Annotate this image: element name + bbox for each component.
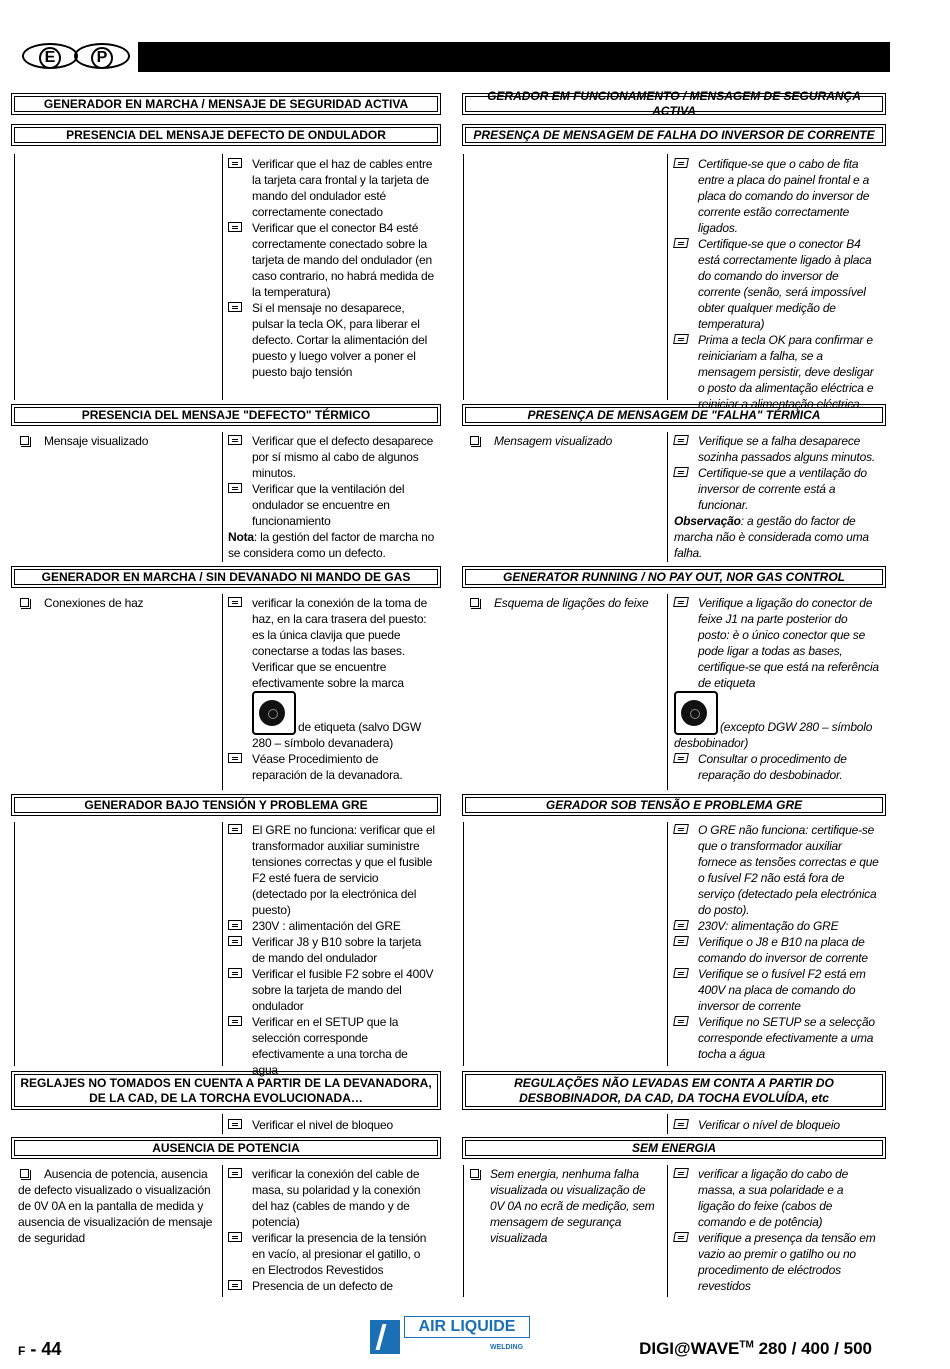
checkbox-icon: [470, 598, 479, 607]
check-icon: [228, 222, 242, 232]
list-item: verificar la presencia de la tensión en vacío, al presionar el gatillo, o en Electrodos Revestidos: [228, 1230, 436, 1278]
pt-s2-checks: [674, 156, 882, 412]
check-icon: [228, 158, 242, 168]
divider: [667, 1114, 668, 1134]
divider: [14, 822, 15, 1066]
list-item: 230V : alimentación del GRE: [228, 918, 436, 934]
list-item: Verificar el fusible F2 sobre el 400V sobre la tarjeta de mando del ondulador: [228, 966, 436, 1014]
check-icon: [228, 1280, 242, 1290]
divider: [667, 822, 668, 1066]
check-icon: [228, 435, 242, 445]
check-icon: [673, 936, 689, 946]
checkbox-icon: [470, 436, 479, 445]
pt-section-header-1: GERADOR EM FUNCIONAMENTO / MENSAGEM DE SEGURANÇA ACTIVA: [462, 93, 886, 115]
pt-s6-checks: [674, 1117, 882, 1133]
es-section-header-3: PRESENCIA DEL MENSAJE "DEFECTO" TÉRMICO: [11, 404, 441, 426]
check-icon: [228, 968, 242, 978]
pt-s5-checks: [674, 822, 882, 1062]
list-item: Verificar o nível de bloqueio: [674, 1117, 882, 1133]
list-item: Verifique se a falha desaparece sozinha passados alguns minutos.: [674, 433, 882, 465]
es-s7-left: [18, 1166, 216, 1246]
check-icon: [228, 597, 242, 607]
divider: [463, 154, 464, 400]
check-icon: [673, 1016, 689, 1026]
list-item: verificar a ligação do cabo de massa, a sua polaridade e a ligação do feixe (cabos de comando e de potência): [674, 1166, 882, 1230]
list-item: Prima a tecla OK para confirmar e reiniciariam a falha, se a mensagem persistir, deve desligar o posto da alimentação eléctrica e reiniciar a alimentação eléctrica.: [674, 332, 882, 412]
list-item: Verifique se o fusível F2 está em 400V na placa de comando do inversor de corrente: [674, 966, 882, 1014]
check-icon: [673, 597, 689, 607]
es-s7-checks: [228, 1166, 436, 1294]
check-icon: [673, 1119, 689, 1129]
pt-section-header-3: PRESENÇA DE MENSAGEM DE "FALHA" TÉRMICA: [462, 404, 886, 426]
check-icon: [673, 968, 689, 978]
note: Observação: a gestão do factor de marcha não è considerada como uma falha.: [674, 514, 869, 560]
divider: [222, 822, 223, 1066]
list-item: Verificar que la ventilación del ondulador se encuentre en funcionamiento: [228, 481, 436, 529]
check-icon: [228, 1168, 242, 1178]
list-item: Consultar o procedimento de reparação do desbobinador.: [674, 751, 882, 783]
check-icon: [673, 1232, 689, 1242]
list-item: verifique a presença da tensão em vazio ao premir o gatilho ou no procedimento de eléctrodos revestidos: [674, 1230, 882, 1294]
divider: [14, 154, 15, 400]
list-item: Véase Procedimiento de reparación de la devanadora.: [228, 751, 436, 783]
check-icon: [228, 1119, 242, 1129]
divider: [463, 1165, 464, 1297]
header-bar: [138, 42, 890, 72]
pt-section-header-7: SEM ENERGIA: [462, 1137, 886, 1159]
check-icon: [673, 334, 689, 344]
page-number: F - 44: [18, 1339, 62, 1359]
list-item: 230V: alimentação do GRE: [674, 918, 882, 934]
list-item: Certifique-se que o conector B4 está correctamente ligado à placa do comando do inversor de corrente (senão, será impossível obter qualquer medição de temperatura): [674, 236, 882, 332]
list-item: Verifique a ligação do conector de feixe J1 na parte posterior do posto: è o único conector que se pode ligar a todas as bases, certifique-se que está na referência de etiqueta: [674, 595, 882, 691]
es-section-header-4: GENERADOR EN MARCHA / SIN DEVANADO NI MANDO DE GAS: [11, 566, 441, 588]
divider: [463, 822, 464, 1066]
language-badge-p: P: [74, 43, 130, 69]
list-item: Verificar que el defecto desaparece por sí mismo al cabo de algunos minutos.: [228, 433, 436, 481]
list-item: Mensaje visualizado: [20, 433, 216, 449]
reel-label-icon: [252, 691, 296, 735]
check-icon: [673, 435, 689, 445]
list-item: Verificar el nivel de bloqueo: [228, 1117, 436, 1133]
divider: [222, 1114, 223, 1134]
list-item: Verifique no SETUP se a selecção corresponde efectivamente a uma tocha a água: [674, 1014, 882, 1062]
checkbox-icon: [20, 598, 29, 607]
list-item: Verificar que el haz de cables entre la tarjeta cara frontal y la tarjeta de mando del ondulador esté correctamente conectado: [228, 156, 436, 220]
es-s4-left: [20, 595, 216, 611]
check-icon: [228, 483, 242, 493]
check-icon: [673, 753, 689, 763]
es-s6-checks: [228, 1117, 436, 1133]
es-section-header-7: AUSENCIA DE POTENCIA: [11, 1137, 441, 1159]
check-icon: [228, 302, 242, 312]
list-item: Sem energia, nenhuma falha visualizada ou visualização de 0V 0A no ecrã de medição, sem mensagem de segurança visualizada: [470, 1166, 662, 1246]
es-section-header-1: GENERADOR EN MARCHA / MENSAJE DE SEGURIDAD ACTIVA: [11, 93, 441, 115]
list-item: Presencia de un defecto de: [228, 1278, 436, 1294]
list-item: Certifique-se que o cabo de fita entre a placa do painel frontal e a placa do comando do inversor de corrente estão correctamente ligados.: [674, 156, 882, 236]
check-icon: [228, 824, 242, 834]
es-s3-left: [20, 433, 216, 449]
list-item: (excepto DGW 280 – símbolo desbobinador): [674, 691, 882, 751]
divider: [222, 432, 223, 562]
checkbox-icon: [20, 436, 29, 445]
list-item: O GRE não funciona: certifique-se que o transformador auxiliar fornece as tensões correctas e que o fusível F2 não está fora de serviço (detectado pela electrónica do posto).: [674, 822, 882, 918]
logo-mark-icon: [370, 1320, 400, 1354]
es-section-header-5: GENERADOR BAJO TENSIÓN Y PROBLEMA GRE: [11, 794, 441, 816]
list-item: verificar la conexión del cable de masa, su polaridad y la conexión del haz (cables de mando y de potencia): [228, 1166, 436, 1230]
divider: [667, 594, 668, 790]
check-icon: [228, 936, 242, 946]
list-item: verificar la conexión de la toma de haz, en la cara trasera del puesto: es la única clavija que puede conectarse a todas las bases. Verificar que se encuentre efectivamente sobre la marca de etiqueta (salvo DGW 280 – símbolo devanadera): [228, 595, 436, 751]
check-icon: [673, 1168, 689, 1178]
check-icon: [228, 1016, 242, 1026]
list-item: Ausencia de potencia, ausencia de defecto visualizado o visualización de 0V 0A en la pantalla de medida y ausencia de visualización de mensaje de seguridad: [18, 1167, 213, 1245]
check-icon: [673, 920, 689, 930]
pt-section-header-2: PRESENÇA DE MENSAGEM DE FALHA DO INVERSOR DE CORRENTE: [462, 124, 886, 146]
list-item: Conexiones de haz: [20, 595, 216, 611]
checkbox-icon: [20, 1169, 29, 1178]
note: Nota: la gestión del factor de marcha no se considera como un defecto.: [228, 530, 435, 560]
pt-section-header-5: GERADOR SOB TENSÃO E PROBLEMA GRE: [462, 794, 886, 816]
list-item: Mensagem visualizado: [470, 433, 662, 449]
check-icon: [673, 238, 689, 248]
reel-label-icon: [674, 691, 718, 735]
divider: [222, 594, 223, 790]
pt-section-header-6: REGULAÇÕES NÃO LEVADAS EM CONTA A PARTIR DO DESBOBINADOR, DA CAD, DA TOCHA EVOLUÍDA, etc: [462, 1071, 886, 1110]
check-icon: [228, 1232, 242, 1242]
list-item: Verificar J8 y B10 sobre la tarjeta de mando del ondulador: [228, 934, 436, 966]
check-icon: [673, 158, 689, 168]
check-icon: [228, 753, 242, 763]
list-item: Verifique o J8 e B10 na placa de comando do inversor de corrente: [674, 934, 882, 966]
list-item: El GRE no funciona: verificar que el transformador auxiliar suministre tensiones correctas y que el fusible F2 esté fuera de servicio (detectado por la electrónica del puesto): [228, 822, 436, 918]
list-item: Verificar que el conector B4 esté correctamente conectado sobre la tarjeta de mando del ondulador (en caso contrario, no habrá medida de la temperatura): [228, 220, 436, 300]
pt-s4-left: [470, 595, 662, 611]
checkbox-icon: [470, 1169, 479, 1178]
divider: [222, 1165, 223, 1297]
es-s4-checks: [228, 595, 436, 783]
pt-s3-checks: [674, 433, 882, 561]
pt-s7-checks: [674, 1166, 882, 1294]
divider: [667, 154, 668, 400]
divider: [667, 1165, 668, 1297]
divider: [667, 432, 668, 562]
es-s5-checks: [228, 822, 436, 1078]
check-icon: [673, 824, 689, 834]
pt-s7-left: [470, 1166, 662, 1246]
list-item: Verificar en el SETUP que la selección corresponde efectivamente a una torcha de agua: [228, 1014, 436, 1078]
list-item: Si el mensaje no desaparece, pulsar la tecla OK, para liberar el defecto. Cortar la alimentación del puesto y luego volver a poner el puesto bajo tensión: [228, 300, 436, 380]
check-icon: [228, 920, 242, 930]
list-item: Esquema de ligações do feixe: [470, 595, 662, 611]
list-item: Certifique-se que a ventilação do inversor de corrente está a funcionar.: [674, 465, 882, 513]
pt-section-header-4: GENERATOR RUNNING / NO PAY OUT, NOR GAS CONTROL: [462, 566, 886, 588]
language-badge-e: E: [22, 43, 78, 69]
pt-s3-left: [470, 433, 662, 449]
es-section-header-6: REGLAJES NO TOMADOS EN CUENTA A PARTIR DE LA DEVANADORA, DE LA CAD, DE LA TORCHA EVOLUCIONADA…: [11, 1071, 441, 1110]
es-s2-checks: [228, 156, 436, 380]
divider: [222, 154, 223, 400]
check-icon: [673, 467, 689, 477]
pt-s4-checks: [674, 595, 882, 783]
air-liquide-logo: AIR LIQUIDE WELDING: [370, 1306, 530, 1358]
model-name: DIGI@WAVE™ 280 / 400 / 500: [639, 1339, 872, 1358]
es-section-header-2: PRESENCIA DEL MENSAJE DEFECTO DE ONDULADOR: [11, 124, 441, 146]
es-s3-checks: [228, 433, 436, 561]
